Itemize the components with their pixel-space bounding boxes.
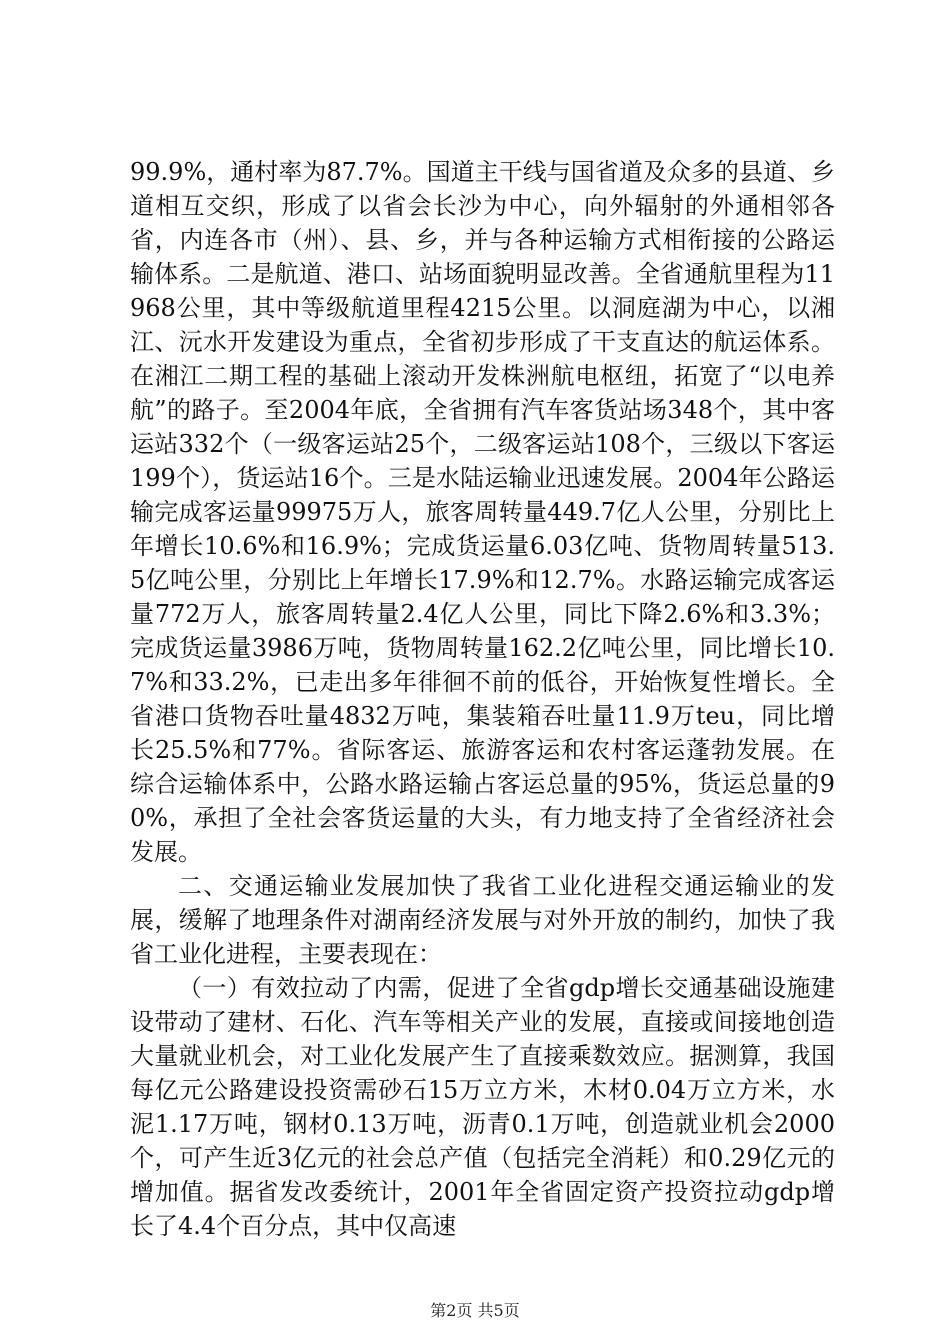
page-footer: 第2页 共5页 xyxy=(430,1301,520,1320)
document-body xyxy=(130,155,835,1243)
paragraph-2: 二、交通运输业发展加快了我省工业化进程交通运输业的发展，缓解了地理条件对湖南经济发展与对外开放的制约，加快了我省工业化进程，主要表现在： xyxy=(130,872,835,968)
paragraph-1: 99.9%，通村率为87.7%。国道主干线与国省道及众多的县道、乡道相互交织，形成了以省会长沙为中心，向外辐射的外通相邻各省，内连各市（州）、县、乡，并与各种运输方式相衔接的公路运输体系。二是航道、港口、站场面貌明显改善。全省通航里程为11968公里，其中等级航道里程4215公里。以洞庭湖为中心，以湘江、沅水开发建设为重点，全省初步形成了干支直达的航运体系。在湘江二期工程的基础上滚动开发株洲航电枢纽，拓宽了“以电养航”的路子。至2004年底，全省拥有汽车客货站场348个，其中客运站332个（一级客运站25个，二级客运站108个，三级以下客运199个），货运站16个。三是水陆运输业迅速发展。2004年公路运输完成客运量99975万人，旅客周转量449.7亿人公里，分别比上年增长10.6%和16.9%；完成货运量6.03亿吨、货物周转量513.5亿吨公里，分别比上年增长17.9%和12.7%。水路运输完成客运量772万人，旅客周转量2.4亿人公里，同比下降2.6%和3.3%；完成货运量3986万吨，货物周转量162.2亿吨公里，同比增长10.7%和33.2%，已走出多年徘徊不前的低谷，开始恢复性增长。全省港口货物吞吐量4832万吨，集装箱吞吐量11.9万teu，同比增长25.5%和77%。省际客运、旅游客运和农村客运蓬勃发展。在综合运输体系中，公路水路运输占客运总量的95%，货运总量的90%，承担了全社会客货运量的大头，有力地支持了全省经济社会发展。 xyxy=(130,158,835,866)
paragraph-3: （一）有效拉动了内需，促进了全省gdp增长交通基础设施建设带动了建材、石化、汽车等相关产业的发展，直接或间接地创造大量就业机会，对工业化发展产生了直接乘数效应。据测算，我国每亿元公路建设投资需砂石15万立方米，木材0.04万立方米，水泥1.17万吨，钢材0.13万吨，沥青0.1万吨，创造就业机会2000个，可产生近3亿元的社会总产值（包括完全消耗）和0.29亿元的增加值。据省发改委统计，2001年全省固定资产投资拉动gdp增长了4.4个百分点，其中仅高速 xyxy=(130,974,835,1240)
